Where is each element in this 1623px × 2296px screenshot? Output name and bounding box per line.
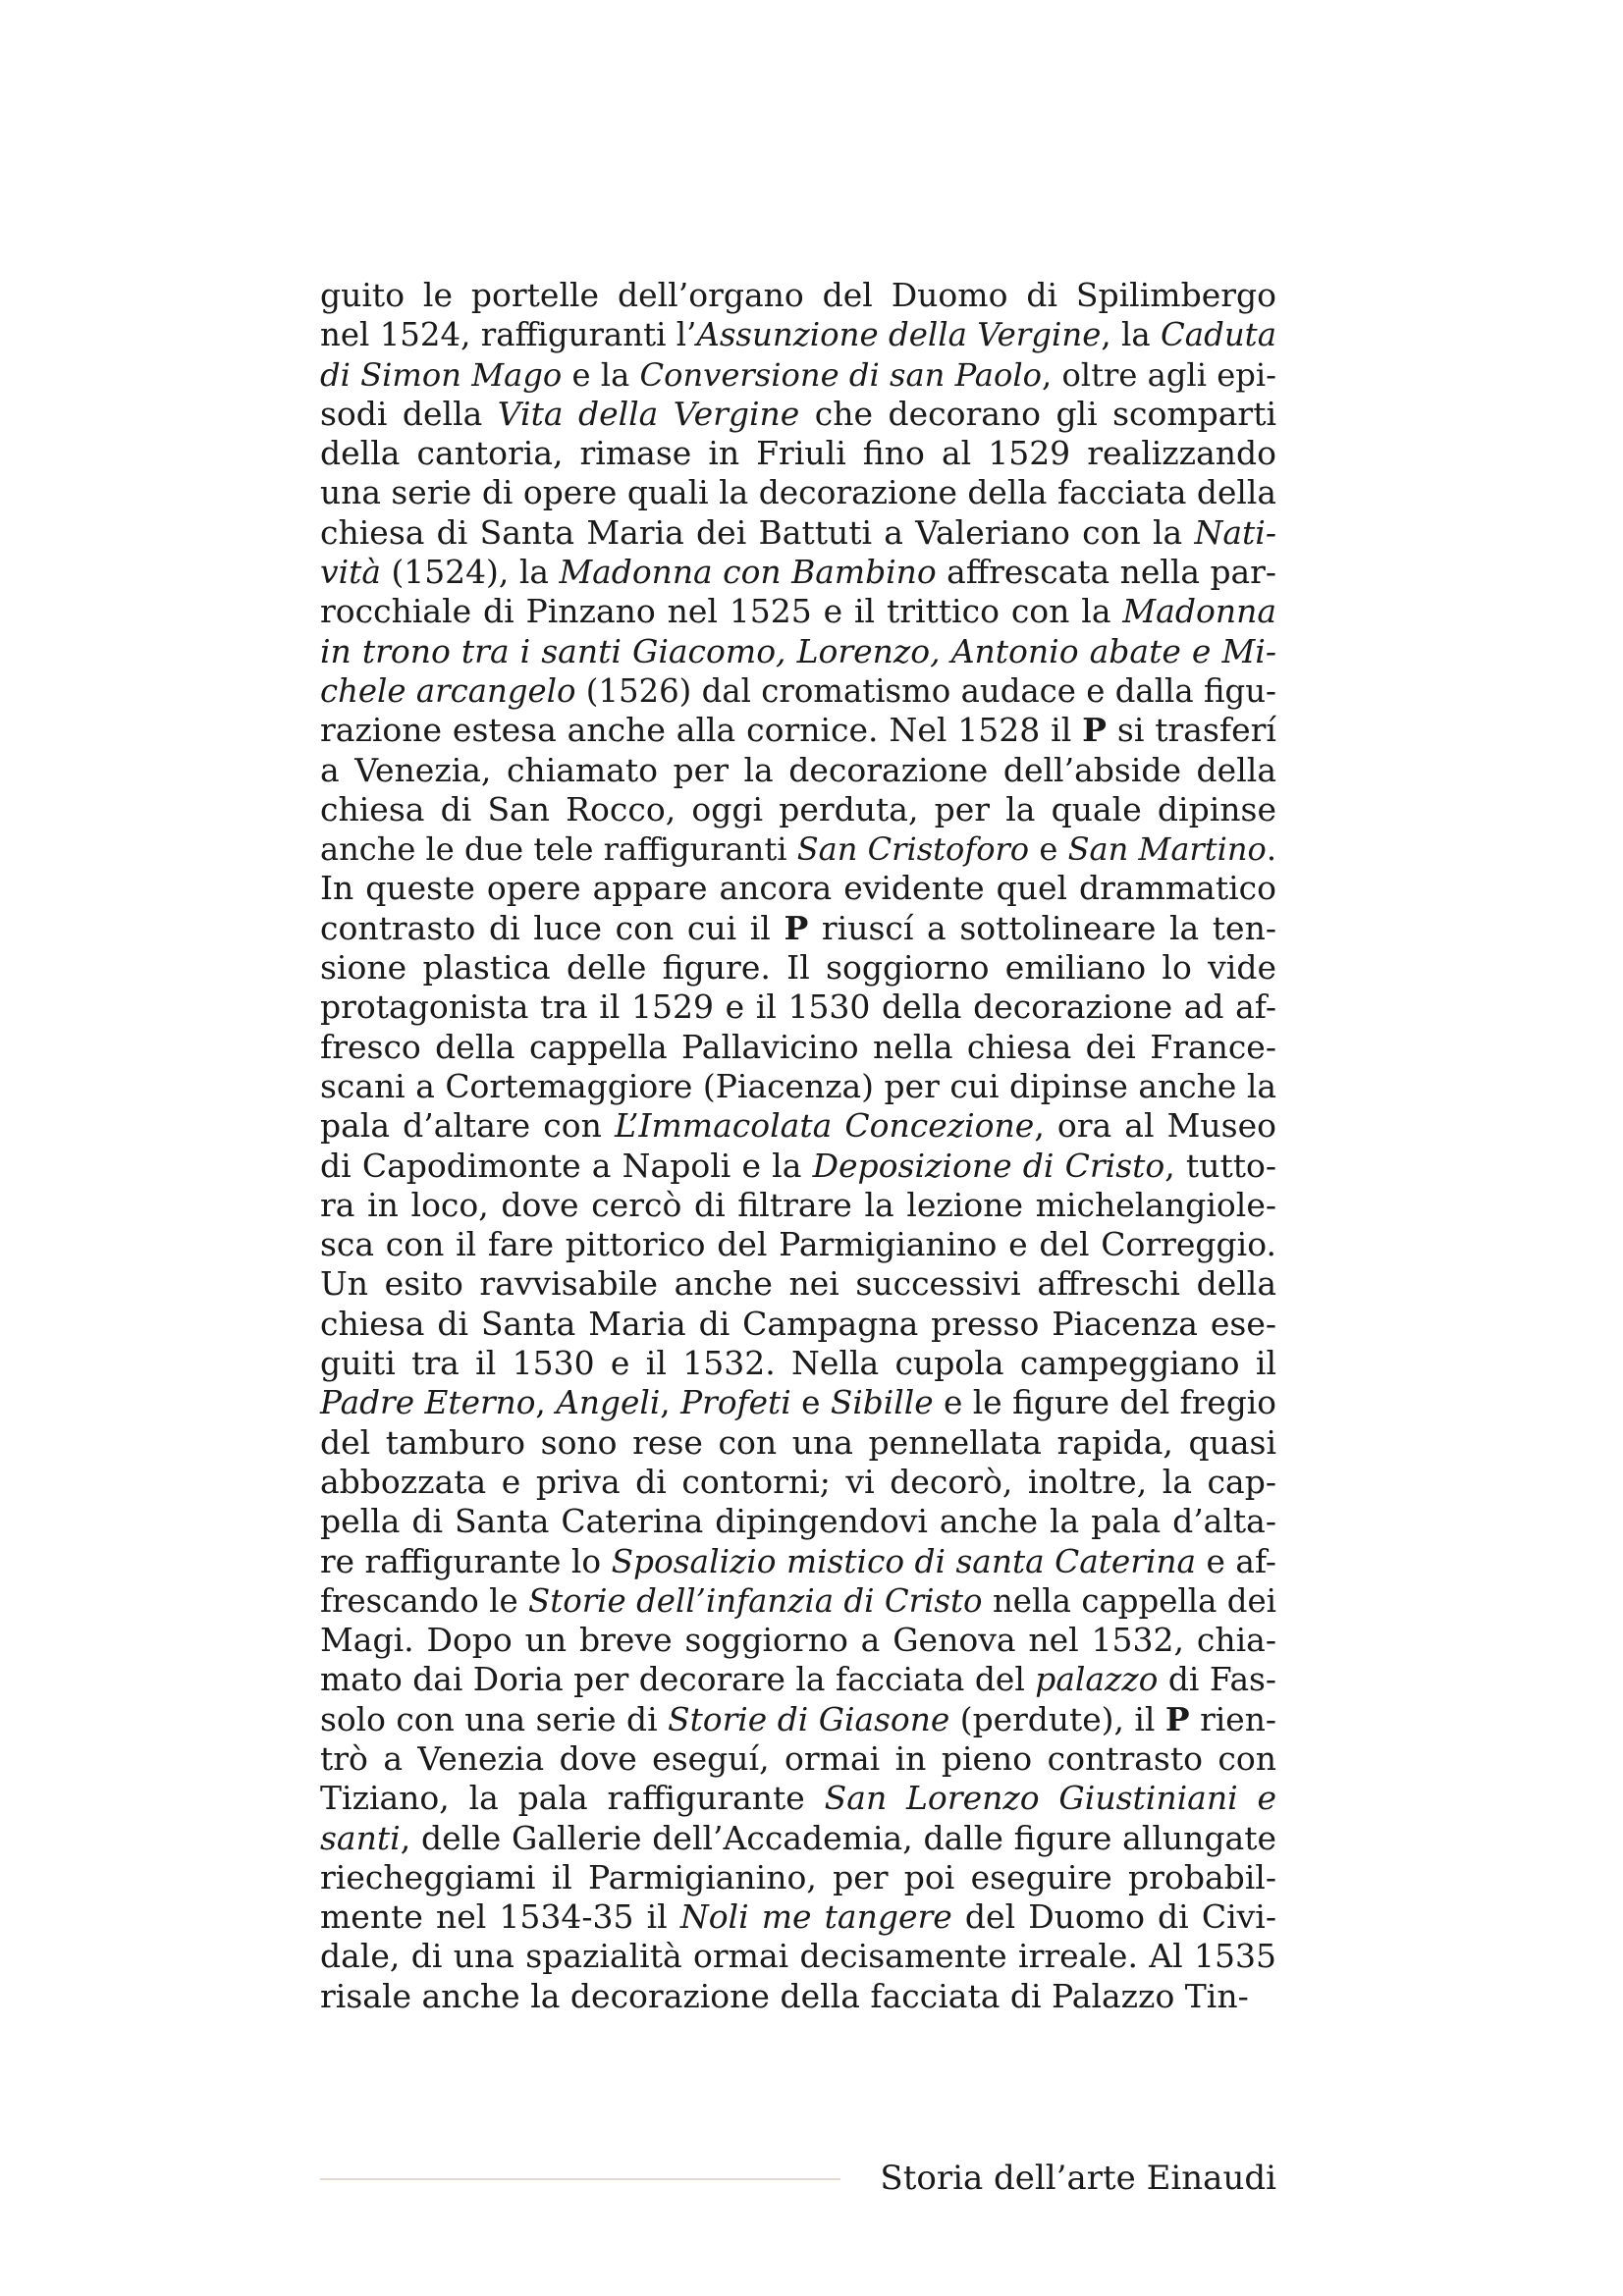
text-run: a Venezia, chiamato per la decorazione dell’abside della: [320, 750, 1276, 789]
text-line: [320, 632, 1276, 671]
text-run: riecheggiami il Parmigianino, per poi eseguire probabil-: [320, 1857, 1276, 1896]
text-run: mente nel 1534-35 il: [320, 1897, 680, 1937]
text-run: anche le due tele raffiguranti: [320, 830, 797, 869]
text-run: guito le portelle dell’organo del Duomo di Spilimbergo: [320, 276, 1276, 314]
text-run: , tutto-: [1164, 1146, 1276, 1185]
text-line: [320, 1581, 1276, 1621]
text-run: , oltre agli epi-: [1041, 355, 1276, 394]
text-line: [320, 671, 1276, 711]
body-text: [320, 276, 1276, 2016]
text-run: fresco della cappella Pallavicino nella chiesa dei France-: [320, 1027, 1276, 1066]
text-line: [320, 1344, 1276, 1383]
text-run: una serie di opere quali la decorazione della facciata della: [320, 473, 1276, 512]
text-run: Un esito ravvisabile anche nei successivi affreschi della: [320, 1264, 1276, 1304]
text-run: chiesa di Santa Maria dei Battuti a Valeriano con la: [320, 512, 1195, 552]
text-line: [320, 948, 1276, 988]
italic-text: Noli me tangere: [679, 1897, 952, 1937]
italic-text: Sibille: [830, 1384, 934, 1422]
text-line: [320, 1700, 1276, 1739]
text-run: .: [1266, 830, 1276, 869]
text-line: [320, 1225, 1276, 1264]
text-line: [320, 473, 1276, 512]
text-run: (perdute), il: [949, 1699, 1165, 1738]
italic-text: Nati-: [1194, 512, 1276, 552]
text-line: [320, 1858, 1276, 1897]
text-run: solo con una serie di: [320, 1699, 669, 1738]
text-run: dale, di una spazialità ormai decisamente irreale. Al 1535: [320, 1937, 1276, 1976]
text-run: pala d’altare con: [320, 1106, 615, 1146]
text-run: e: [790, 1384, 831, 1422]
italic-text: santi: [320, 1818, 401, 1857]
italic-text: Sposalizio mistico di santa Caterina: [611, 1542, 1197, 1580]
text-run: riuscí a sottolineare la ten-: [808, 908, 1276, 947]
text-run: sca con il fare pittorico del Parmigianino e del Correggio.: [320, 1225, 1276, 1264]
text-line: [320, 1502, 1276, 1541]
text-run: che decorano gli scomparti: [799, 394, 1277, 433]
text-line: [320, 1542, 1276, 1581]
text-run: e la: [562, 355, 640, 394]
text-line: [320, 829, 1276, 869]
text-run: si trasferí: [1107, 711, 1276, 750]
text-run: e le figure del fregio: [933, 1384, 1276, 1422]
text-run: di Fas-: [1158, 1660, 1276, 1699]
text-line: [320, 1819, 1276, 1858]
italic-text: Deposizione di Cristo: [812, 1146, 1165, 1185]
italic-text: San Lorenzo Giustiniani e: [824, 1779, 1276, 1818]
text-line: [320, 355, 1276, 395]
bold-text: P: [1082, 711, 1107, 750]
text-line: [320, 315, 1276, 354]
italic-text: Storie di Giasone: [668, 1699, 950, 1738]
italic-text: Profeti: [680, 1384, 791, 1422]
bold-text: P: [784, 908, 809, 947]
text-run: mato dai Doria per decorare la facciata del: [320, 1660, 1036, 1699]
text-line: [320, 1897, 1276, 1937]
text-line: [320, 1937, 1276, 1976]
footer-title: Storia dell’arte Einaudi: [880, 2159, 1276, 2198]
text-run: nella cappella dei: [982, 1581, 1277, 1620]
text-run: sione plastica delle figure. Il soggiorno emiliano lo vide: [320, 948, 1276, 988]
text-run: scani a Cortemaggiore (Piacenza) per cui dipinse anche la: [320, 1066, 1276, 1105]
text-run: In queste opere appare ancora evidente quel drammatico: [320, 869, 1276, 908]
text-run: della cantoria, rimase in Friuli fino al 1529 realizzando: [320, 434, 1276, 473]
text-line: [320, 790, 1276, 829]
text-run: , la: [1101, 316, 1162, 354]
italic-text: palazzo: [1035, 1660, 1159, 1699]
text-line: [320, 1977, 1276, 2016]
text-line: [320, 434, 1276, 473]
italic-text: chele arcangelo: [320, 671, 576, 710]
text-run: contrasto di luce con cui il: [320, 908, 784, 947]
text-run: abbozzata e priva di contorni; vi decorò, inoltre, la cap-: [320, 1462, 1276, 1501]
text-line: [320, 1463, 1276, 1502]
text-line: [320, 1739, 1276, 1779]
italic-text: Conversione di san Paolo: [639, 355, 1042, 394]
text-line: [320, 553, 1276, 592]
text-run: risale anche la decorazione della facciata di Palazzo Tin-: [320, 1976, 1249, 2015]
text-line: [320, 1621, 1276, 1660]
text-run: affrescata nella par-: [936, 553, 1276, 592]
text-run: pella di Santa Caterina dipingendovi anche la pala d’alta-: [320, 1502, 1276, 1541]
text-line: [320, 1147, 1276, 1186]
text-run: e: [1029, 830, 1068, 869]
text-run: rien-: [1189, 1699, 1276, 1738]
text-run: e af-: [1196, 1542, 1276, 1580]
text-line: [320, 1383, 1276, 1422]
text-line: [320, 1067, 1276, 1106]
italic-text: L’Immacolata Concezione: [614, 1106, 1035, 1146]
text-line: [320, 1186, 1276, 1225]
italic-text: San Cristoforo: [796, 830, 1030, 869]
text-line: [320, 909, 1276, 948]
text-run: del tamburo sono rese con una pennellata rapida, quasi: [320, 1422, 1276, 1462]
italic-text: Storie dell’infanzia di Cristo: [528, 1581, 983, 1620]
text-run: (1526) dal cromatismo audace e dalla figu-: [575, 671, 1276, 710]
italic-text: Angeli: [556, 1384, 661, 1422]
text-line: [320, 276, 1276, 315]
text-line: [320, 1028, 1276, 1067]
text-line: [320, 1264, 1276, 1304]
italic-text: Madonna: [1122, 592, 1276, 631]
text-run: razione estesa anche alla cornice. Nel 1528 il: [320, 711, 1083, 750]
text-line: [320, 395, 1276, 434]
text-run: ,: [535, 1384, 557, 1422]
text-run: rocchiale di Pinzano nel 1525 e il trittico con la: [320, 592, 1123, 631]
text-run: trò a Venezia dove eseguí, ormai in pieno contrasto con: [320, 1738, 1276, 1778]
text-line: [320, 1660, 1276, 1699]
text-run: Tiziano, la pala raffigurante: [320, 1779, 825, 1818]
text-run: frescando le: [320, 1581, 529, 1620]
text-run: del Duomo di Civi-: [951, 1897, 1276, 1937]
italic-text: Vita della Vergine: [497, 394, 800, 433]
text-line: [320, 513, 1276, 553]
text-run: , delle Gallerie dell’Accademia, dalle figure allungate: [400, 1818, 1276, 1857]
text-line: [320, 1305, 1276, 1344]
text-run: Magi. Dopo un breve soggiorno a Genova nel 1532, chia-: [320, 1621, 1276, 1660]
text-line: [320, 751, 1276, 790]
italic-text: Assunzione della Vergine: [696, 316, 1102, 354]
text-run: di Capodimonte a Napoli e la: [320, 1146, 813, 1185]
text-run: , ora al Museo: [1034, 1106, 1276, 1146]
text-line: [320, 592, 1276, 631]
text-line: [320, 711, 1276, 750]
italic-text: Madonna con Bambino: [559, 553, 937, 592]
italic-text: Padre Eterno: [320, 1384, 536, 1422]
text-run: chiesa di San Rocco, oggi perduta, per la quale dipinse: [320, 789, 1276, 828]
text-run: chiesa di Santa Maria di Campagna presso Piacenza ese-: [320, 1304, 1276, 1343]
text-run: sodi della: [320, 394, 498, 433]
text-line: [320, 1106, 1276, 1146]
italic-text: in trono tra i santi Giacomo, Lorenzo, Antonio abate e Mi-: [320, 631, 1276, 670]
text-run: ra in loco, dove cercò di filtrare la lezione michelangiole-: [320, 1185, 1276, 1224]
text-run: guiti tra il 1530 e il 1532. Nella cupola campeggiano il: [320, 1344, 1276, 1383]
text-line: [320, 869, 1276, 908]
italic-text: Caduta: [1161, 316, 1276, 354]
text-run: nel 1524, raffiguranti l’: [320, 316, 697, 354]
footer-rule: [320, 2178, 840, 2180]
text-run: re raffigurante lo: [320, 1542, 612, 1580]
text-line: [320, 988, 1276, 1027]
text-line: [320, 1779, 1276, 1818]
italic-text: vità: [320, 553, 381, 592]
italic-text: San Martino: [1067, 830, 1267, 869]
italic-text: di Simon Mago: [320, 355, 563, 394]
text-run: ,: [660, 1384, 681, 1422]
text-line: [320, 1423, 1276, 1463]
text-run: protagonista tra il 1529 e il 1530 della decorazione ad af-: [320, 988, 1276, 1027]
text-run: (1524), la: [380, 553, 560, 592]
bold-text: P: [1164, 1699, 1190, 1738]
